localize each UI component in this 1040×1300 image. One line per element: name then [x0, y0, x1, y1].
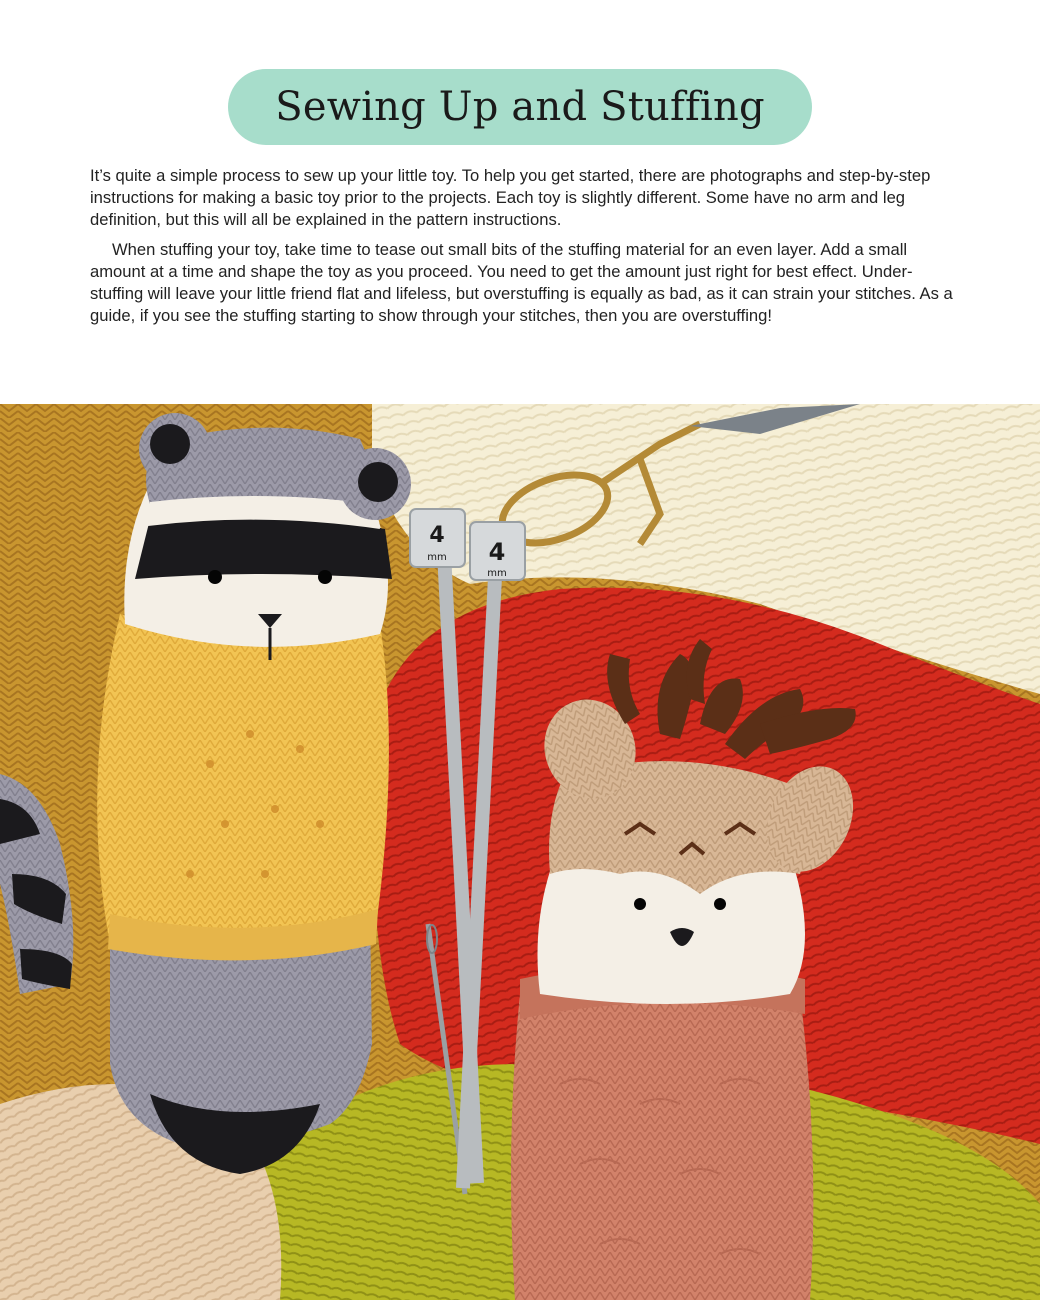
body-text [90, 165, 955, 335]
title-banner [228, 69, 812, 145]
paragraph-intro: It’s quite a simple process to sew up your little toy. To help you get started, there are photographs and step-by-step instructions for making a basic toy prior to the projects. Each toy is slightly different. Some have no arm and leg definition, but this will all be explained in the pattern instructions. [90, 166, 931, 229]
knitted-toys-photo [0, 404, 1040, 1300]
needle-size-right: 4 [488, 538, 506, 566]
page-title: Sewing Up and Stuffing [275, 84, 765, 130]
needle-unit-right: mm [487, 568, 507, 579]
needle-size-left: 4 [429, 523, 445, 548]
raccoon-toy [97, 413, 411, 1174]
paragraph-stuffing: When stuffing your toy, take time to tease out small bits of the stuffing material for an even layer. Add a small amount at a time and shape the toy as you proceed. You need to get the amount just right for best effect. Under-stuffing will leave your little friend flat and lifeless, but overstuffing is equally as bad, as it can strain your stitches. As a guide, if you see the stuffing starting to show through your stitches, then you are overstuffing! [90, 240, 953, 325]
needle-unit-left: mm [427, 552, 447, 563]
